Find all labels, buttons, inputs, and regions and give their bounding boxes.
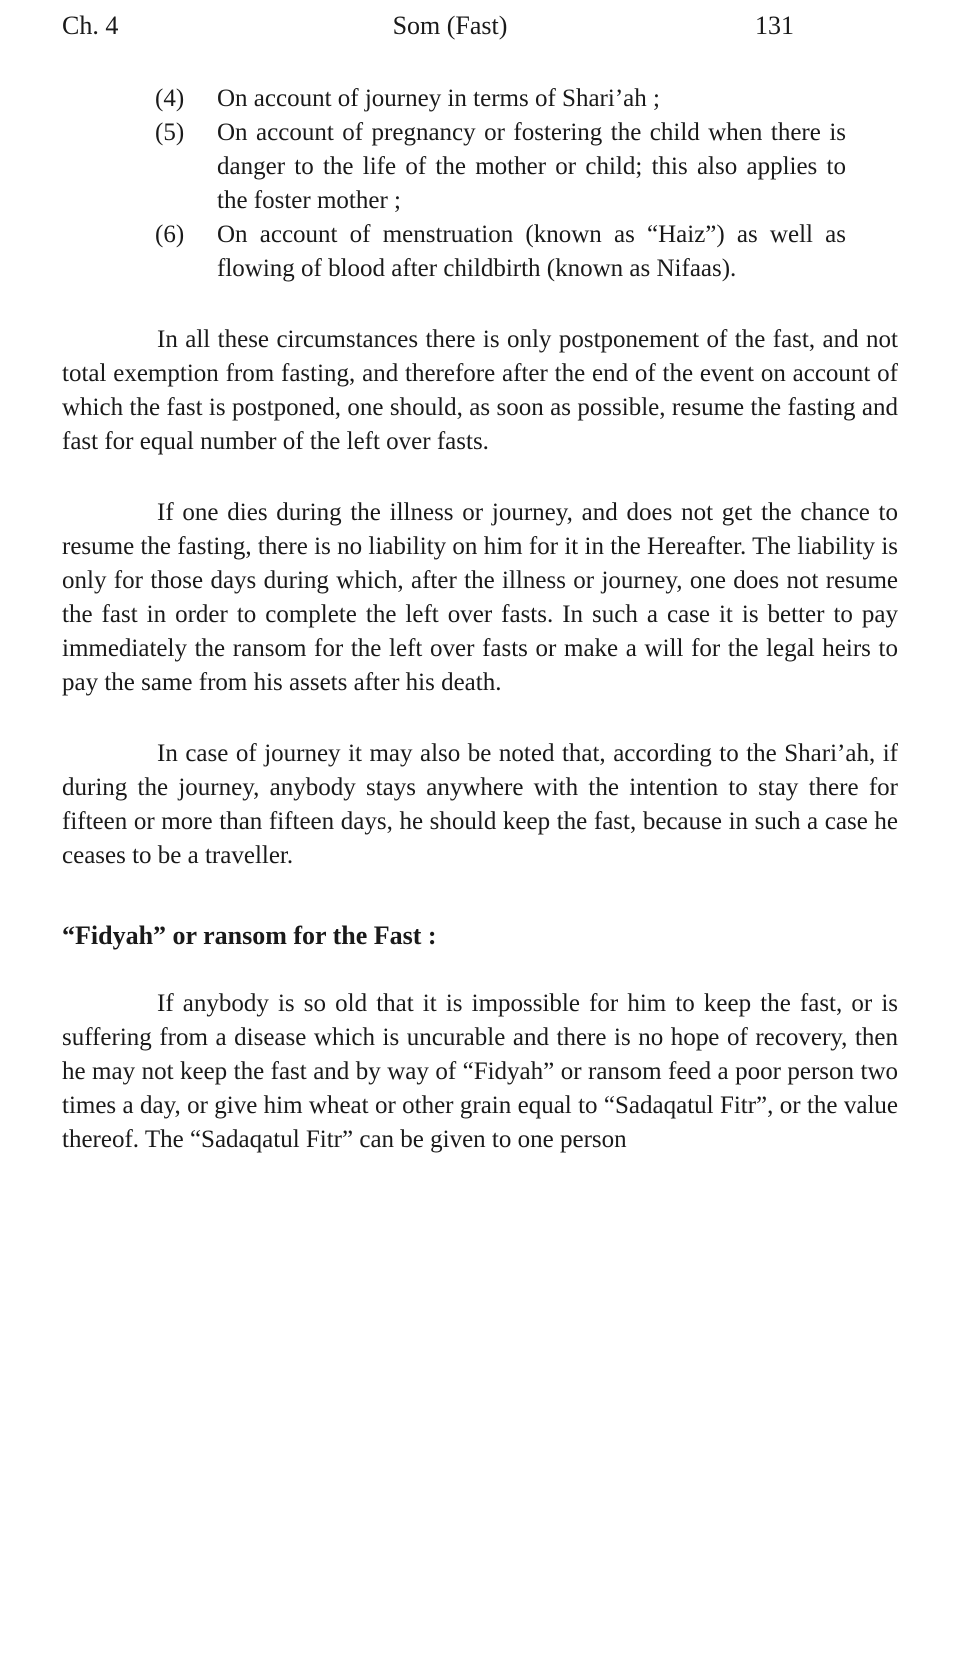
section-heading: “Fidyah” or ransom for the Fast : [62,921,437,950]
paragraph: In all these circumstances there is only postponement of the fast, and not total exemption from fasting, and therefore after the end of the event on account of which the fast is postponed, one should, as soon as possible, resume the fasting and fast for equal number of the left over fasts. [62,326,898,455]
page-number: 131 [755,11,794,40]
list-item [155,116,846,218]
list-item [155,218,846,286]
paragraph: If anybody is so old that it is impossible for him to keep the fast, or is suffering from a disease which is uncurable and there is no hope of recovery, then he may not keep the fast and by way of “Fidyah” or ransom feed a poor person two times a day, or give him wheat or other grain equal to “Sadaqatul Fitr”, or the value thereof. The “Sadaqatul Fitr” can be given to one person [62,990,898,1153]
paragraph: If one dies during the illness or journey, and does not get the chance to resume the fasting, there is no liability on him for it in the Hereafter. The liability is only for those days during which, after the illness or journey, one does not resume the fast in order to complete the left over fasts. In such a case it is better to pay immediately the ransom for the left over fasts or make a will for the legal heirs to pay the same from his assets after his death. [62,499,898,696]
page-header [62,10,898,42]
numbered-list [155,82,846,286]
list-item-text: On account of menstruation (known as “Haiz”) as well as flowing of blood after childbirth (known as Nifaas). [217,221,846,282]
paragraph: In case of journey it may also be noted that, according to the Shari’ah, if during the journey, anybody stays anywhere with the intention to stay there for fifteen or more than fifteen days, he should keep the fast, because in such a case he ceases to be a traveller. [62,740,898,869]
list-item-text: On account of journey in terms of Shari’ah ; [217,85,660,112]
list-item [155,82,846,116]
page-title: Som (Fast) [392,11,508,40]
chapter-label: Ch. 4 [62,11,119,40]
list-item-text: On account of pregnancy or fostering the child when there is danger to the life of the mother or child; this also applies to the foster mother ; [217,119,846,214]
list-item-number: (4) [155,85,185,112]
list-item-number: (6) [155,221,185,248]
list-item-number: (5) [155,119,185,146]
